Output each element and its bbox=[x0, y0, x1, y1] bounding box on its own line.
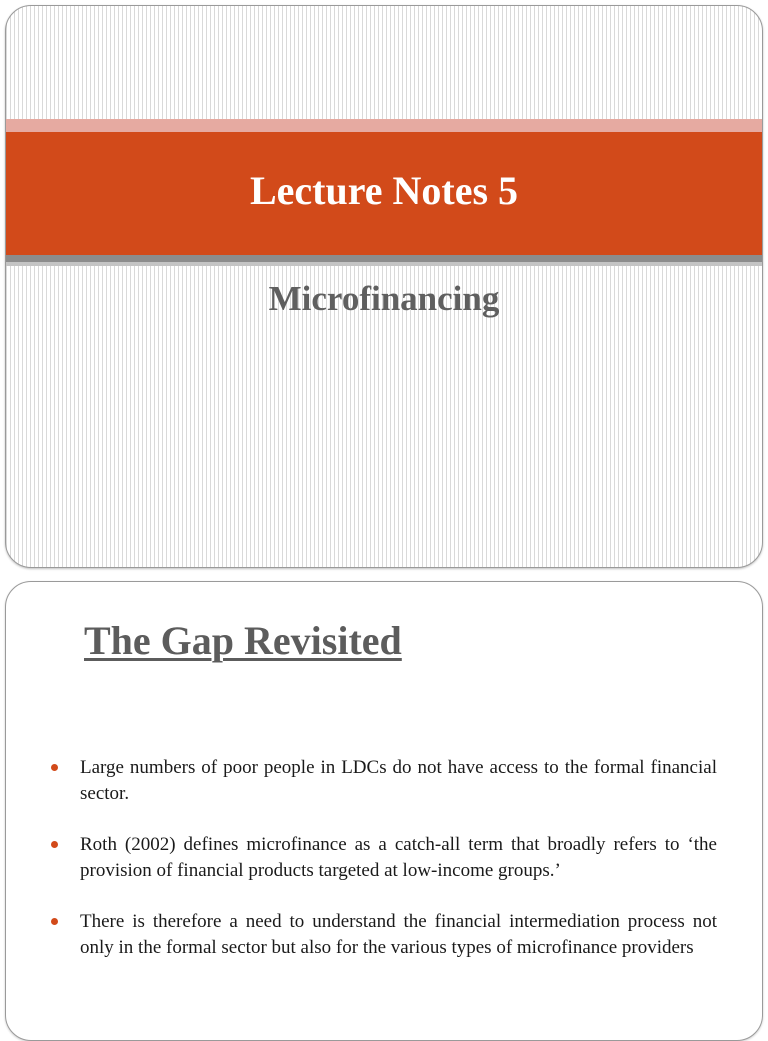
bullet-dot-icon bbox=[51, 764, 58, 771]
slide-title: Lecture Notes 5 bbox=[249, 168, 519, 213]
bullet-list bbox=[80, 755, 717, 986]
bullet-text: There is therefore a need to understand the financial intermediation process not only in the formal sector but also for the various types of microfinance providers bbox=[80, 911, 717, 958]
bullet-text: Roth (2002) defines microfinance as a catch-all term that broadly refers to ‘the provision of financial products targeted at low-income groups.’ bbox=[80, 834, 717, 881]
slide-subtitle: Microfinancing bbox=[268, 279, 500, 318]
content-slide bbox=[5, 581, 763, 1041]
bullet-dot-icon bbox=[51, 918, 58, 925]
title-slide bbox=[5, 5, 763, 568]
slide-heading: The Gap Revisited bbox=[84, 618, 402, 663]
bullet-text: Large numbers of poor people in LDCs do not have access to the formal financial sector. bbox=[80, 757, 717, 804]
bullet-item bbox=[80, 755, 717, 807]
bullet-dot-icon bbox=[51, 841, 58, 848]
title-band-shadow bbox=[6, 262, 762, 266]
title-band-top-accent bbox=[6, 119, 762, 132]
bullet-item bbox=[80, 909, 717, 961]
bullet-item bbox=[80, 832, 717, 884]
title-band-bottom-accent bbox=[6, 255, 762, 262]
